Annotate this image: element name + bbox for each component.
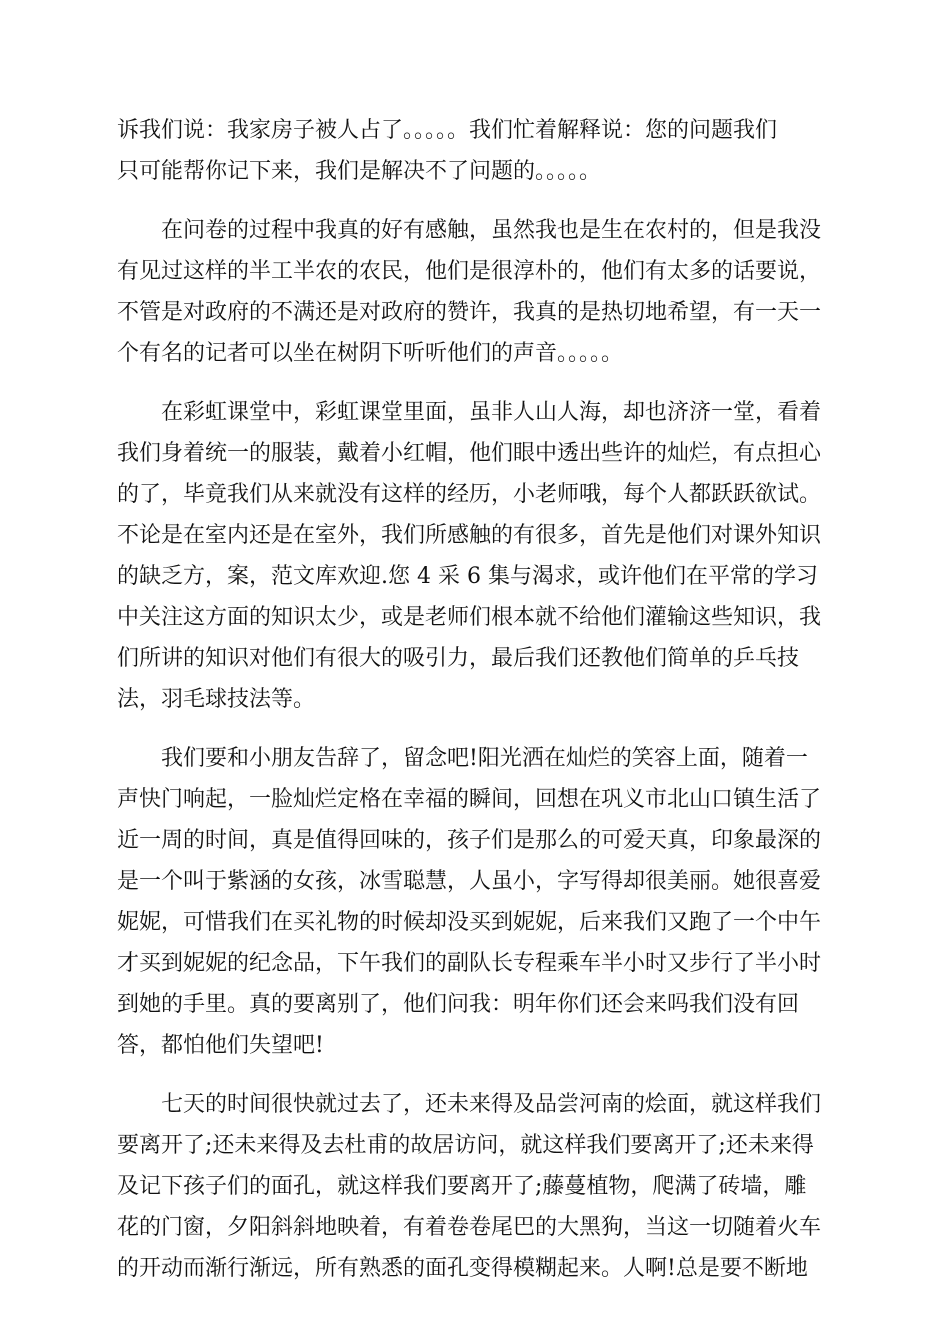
text-line: 我们要和小朋友告辞了，留念吧!阳光洒在灿烂的笑容上面，随着一 — [161, 746, 808, 771]
text-line: 中关注这方面的知识太少，或是老师们根本就不给他们灌输这些知识，我 — [117, 605, 822, 630]
text-line: 个有名的记者可以坐在树阴下听听他们的声音。。。。。 — [117, 341, 624, 366]
text-line: 近一周的时间，真是值得回味的，孩子们是那么的可爱天真，印象最深的 — [117, 828, 822, 853]
text-line: 是一个叫于紫涵的女孩，冰雪聪慧，人虽小，字写得却很美丽。她很喜爱 — [117, 869, 822, 894]
text-line: 才买到妮妮的纪念品，下午我们的副队长专程乘车半小时又步行了半小时 — [117, 951, 822, 976]
text-line: 花的门窗，夕阳斜斜地映着，有着卷卷尾巴的大黑狗，当这一切随着火车 — [117, 1215, 822, 1240]
text-line: 的缺乏方，案，范文库欢迎.您 4 采 6 集与渴求，或许他们在平常的学习 — [117, 564, 818, 589]
text-line: 妮妮，可惜我们在买礼物的时候却没买到妮妮，后来我们又跑了一个中午 — [117, 910, 822, 935]
text-line: 答，都怕他们失望吧! — [117, 1033, 324, 1058]
paragraph-3 — [117, 392, 833, 720]
text-line: 只可能帮你记下来，我们是解决不了问题的。。。。。 — [117, 159, 602, 184]
paragraph-1 — [117, 110, 833, 192]
paragraph-4 — [117, 738, 833, 1066]
text-line: 及记下孩子们的面孔，就这样我们要离开了;藤蔓植物，爬满了砖墙，雕 — [117, 1174, 807, 1199]
text-line: 在彩虹课堂中，彩虹课堂里面，虽非人山人海，却也济济一堂，看着 — [161, 400, 822, 425]
text-line: 到她的手里。真的要离别了，他们问我：明年你们还会来吗我们没有回 — [117, 992, 800, 1017]
paragraph-2 — [117, 210, 833, 374]
text-line: 不管是对政府的不满还是对政府的赞许，我真的是热切地希望，有一天一 — [117, 300, 822, 325]
text-line: 声快门响起，一脸灿烂定格在幸福的瞬间，回想在巩义市北山口镇生活了 — [117, 787, 822, 812]
document-body — [117, 110, 833, 1307]
text-line: 有见过这样的半工半农的农民，他们是很淳朴的，他们有太多的话要说， — [117, 259, 822, 284]
text-line: 不论是在室内还是在室外，我们所感触的有很多，首先是他们对课外知识 — [117, 523, 822, 548]
text-line: 诉我们说：我家房子被人占了。。。。。我们忙着解释说：您的问题我们 — [117, 118, 778, 143]
paragraph-5 — [117, 1084, 833, 1289]
text-line: 要离开了;还未来得及去杜甫的故居访问，就这样我们要离开了;还未来得 — [117, 1133, 814, 1158]
text-line: 的开动而渐行渐远，所有熟悉的面孔变得模糊起来。人啊!总是要不断地 — [117, 1256, 808, 1281]
text-line: 我们身着统一的服装，戴着小红帽，他们眼中透出些许的灿烂，有点担心 — [117, 441, 822, 466]
text-line: 在问卷的过程中我真的好有感触，虽然我也是生在农村的，但是我没 — [161, 218, 822, 243]
text-line: 们所讲的知识对他们有很大的吸引力，最后我们还教他们简单的乒乓技 — [117, 646, 800, 671]
text-line: 七天的时间很快就过去了，还未来得及品尝河南的烩面，就这样我们 — [161, 1092, 822, 1117]
text-line: 法，羽毛球技法等。 — [117, 687, 316, 712]
text-line: 的了，毕竟我们从来就没有这样的经历，小老师哦，每个人都跃跃欲试。 — [117, 482, 822, 507]
